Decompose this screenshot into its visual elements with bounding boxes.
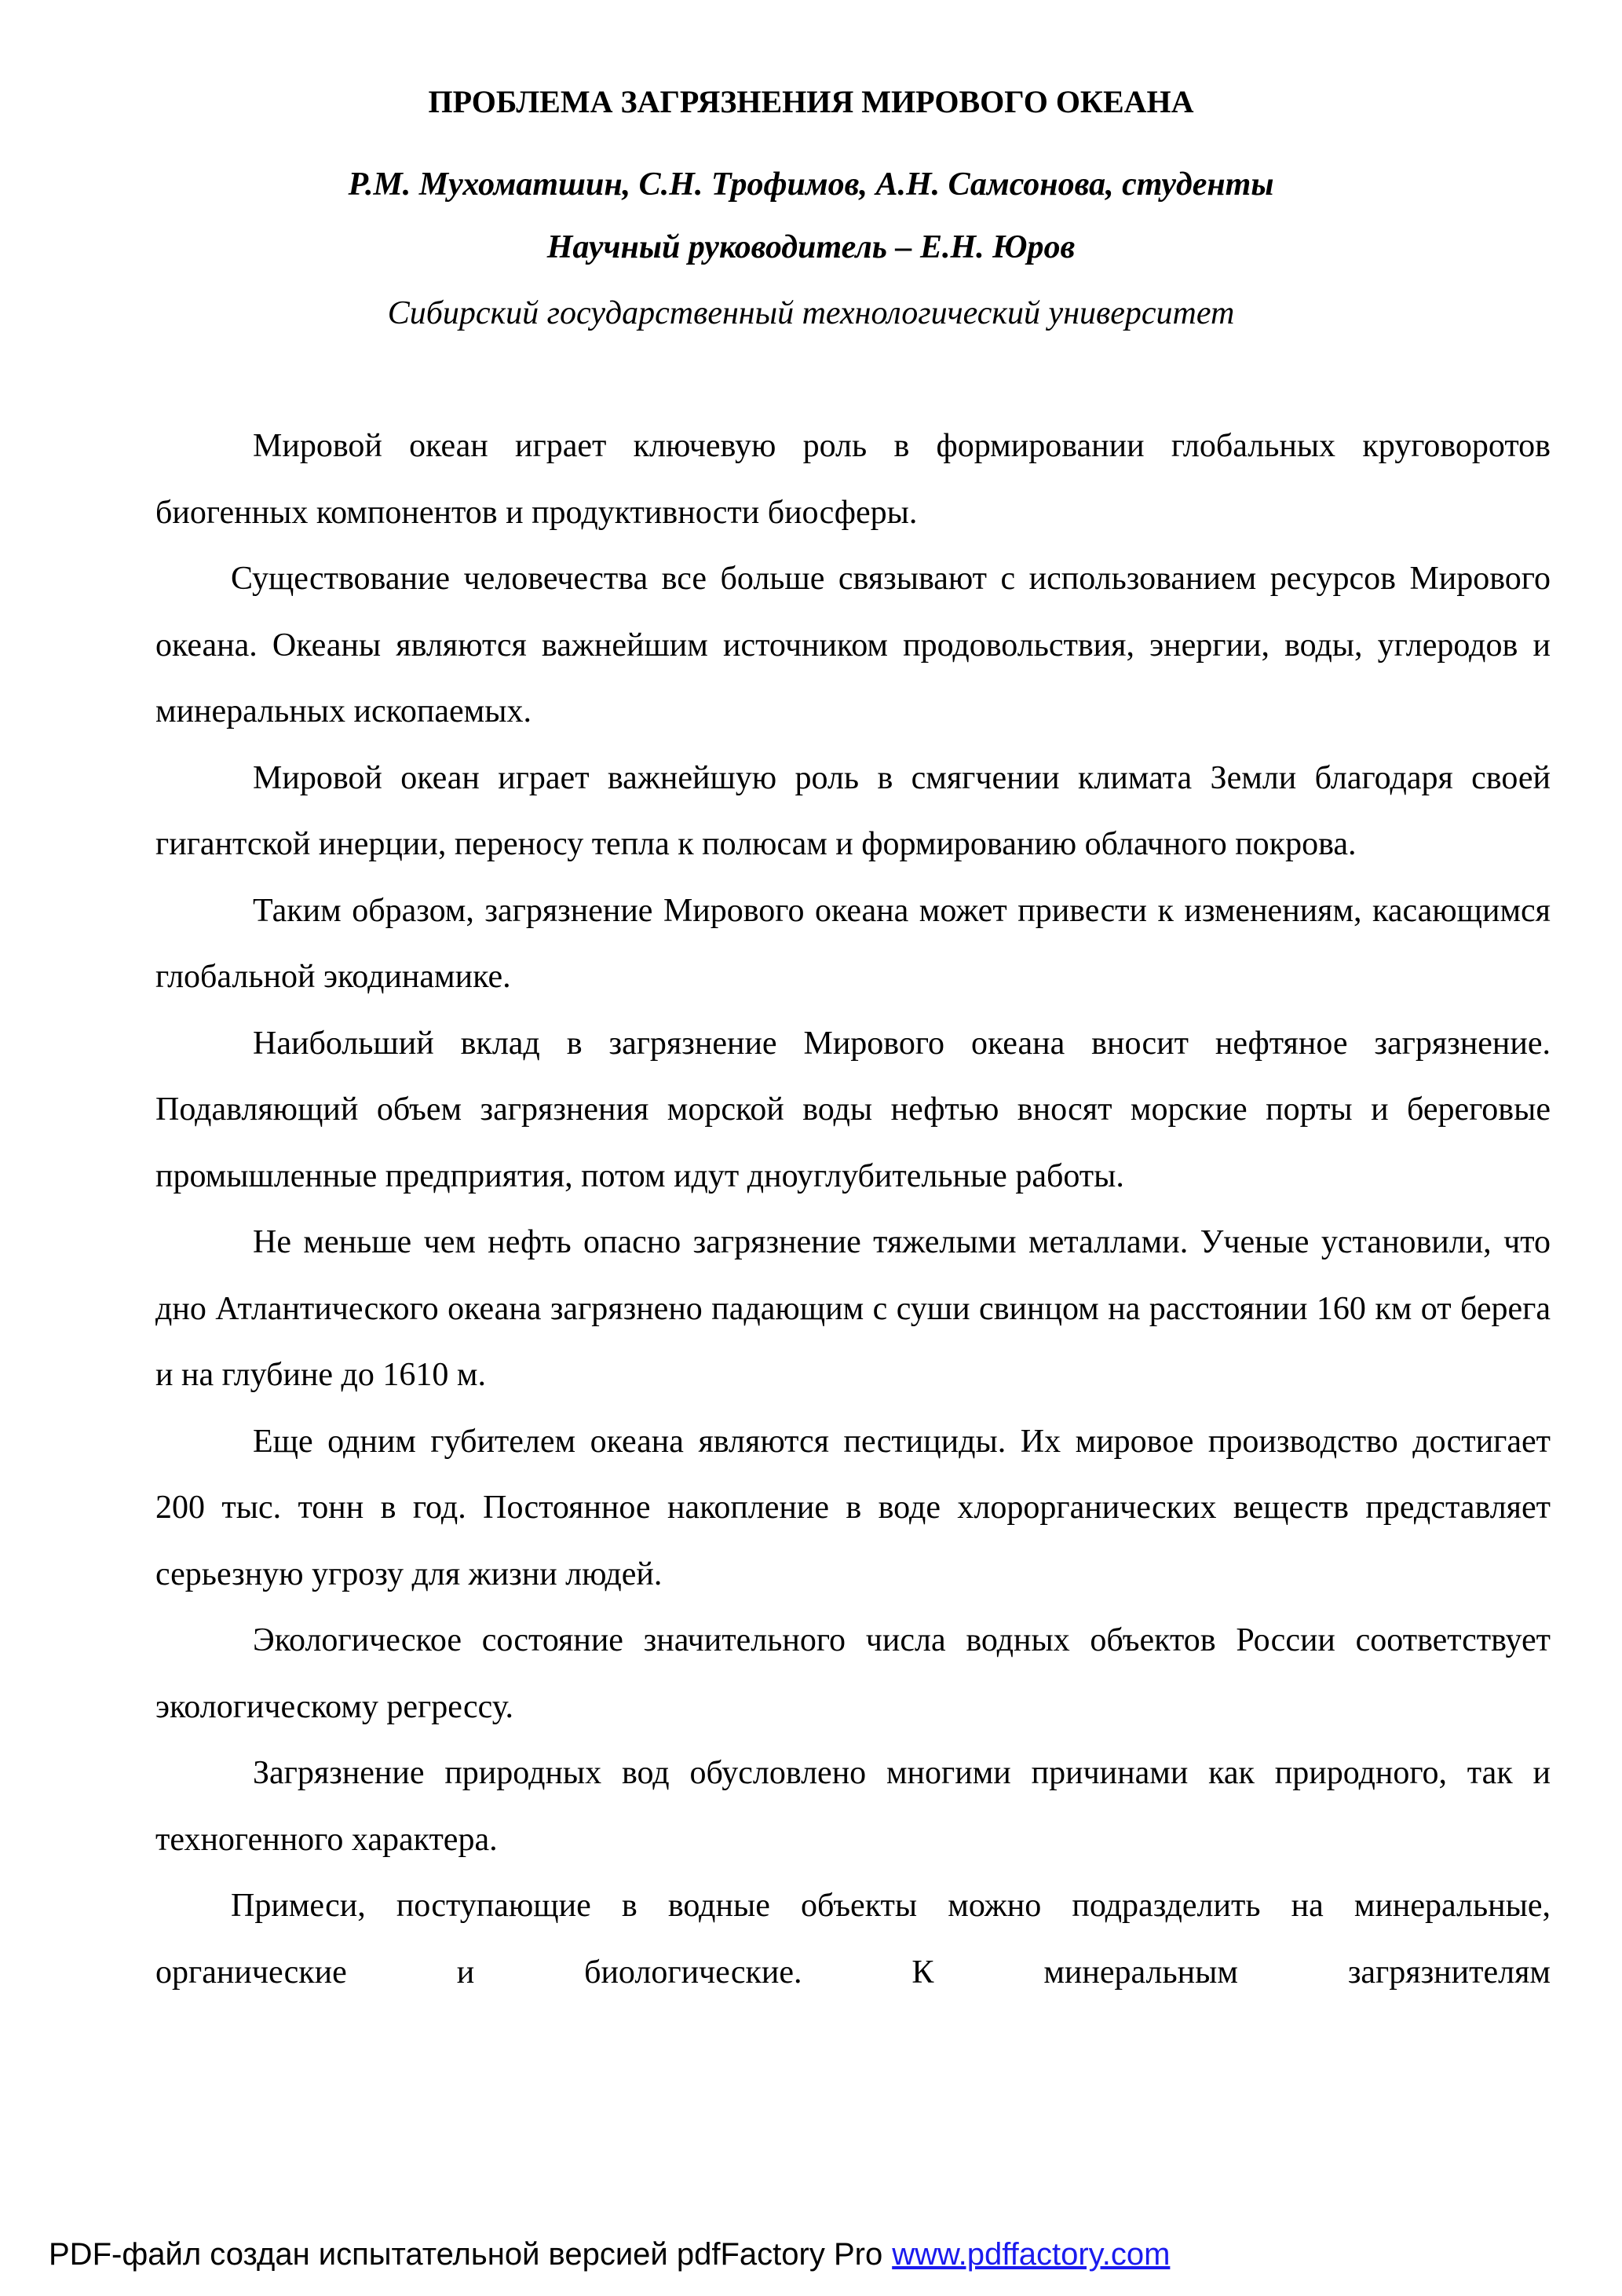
pdf-watermark-footer (49, 2235, 1170, 2274)
footer-text: PDF-файл создан испытательной версией pdfFactory Pro (49, 2237, 883, 2272)
body-text (155, 413, 1551, 2005)
affiliation-line: Сибирский государственный технологический университет (387, 295, 1235, 331)
supervisor-line: Научный руководитель – Е.Н. Юров (546, 229, 1076, 265)
paragraph: Примеси, поступающие в водные объекты можно подразделить на минеральные, органические и биологические. К минеральным загрязнителям (155, 1888, 1551, 1991)
paragraph: Наибольший вклад в загрязнение Мирового океана вносит нефтяное загрязнение. Подавляющий объем загрязнения морской воды нефтью вносят морские порты и береговые промышленные предприятия, потом идут дноуглубительные работы. (155, 1025, 1551, 1194)
authors-line: Р.М. Мухоматшин, С.Н. Трофимов, А.Н. Самсонова, студенты (348, 166, 1274, 203)
pdffactory-link[interactable]: www.pdffactory.com (892, 2237, 1171, 2272)
paragraph: Таким образом, загрязнение Мирового океана может привести к изменениям, касающимся глобальной экодинамике. (155, 892, 1551, 995)
paragraph: Экологическое состояние значительного числа водных объектов России соответствует экологическому регрессу. (155, 1622, 1551, 1725)
paragraph: Мировой океан играет важнейшую роль в смягчении климата Земли благодаря своей гигантской инерции, переносу тепла к полюсам и формированию облачного покрова. (155, 759, 1551, 862)
paragraph: Мировой океан играет ключевую роль в формировании глобальных круговоротов биогенных компонентов и продуктивности биосферы. (155, 428, 1551, 531)
paragraph: Существование человечества все больше связывают с использованием ресурсов Мирового океана. Океаны являются важнейшим источником продовольствия, энергии, воды, углеродов и минеральных ископаемых. (155, 561, 1551, 729)
paragraph: Не меньше чем нефть опасно загрязнение тяжелыми металлами. Ученые установили, что дно Атлантического океана загрязнено падающим с суши свинцом на расстоянии 160 км от берега и на глубине до 1610 м. (155, 1224, 1551, 1393)
paragraph: Еще одним губителем океана являются пестициды. Их мировое производство достигает 200 тыс. тонн в год. Постоянное накопление в воде хлорорганических веществ представляет серьезную угрозу для жизни людей. (155, 1423, 1551, 1592)
paragraph: Загрязнение природных вод обусловлено многими причинами как природного, так и техногенного характера. (155, 1755, 1551, 1858)
paper-title: ПРОБЛЕМА ЗАГРЯЗНЕНИЯ МИРОВОГО ОКЕАНА (428, 84, 1194, 119)
